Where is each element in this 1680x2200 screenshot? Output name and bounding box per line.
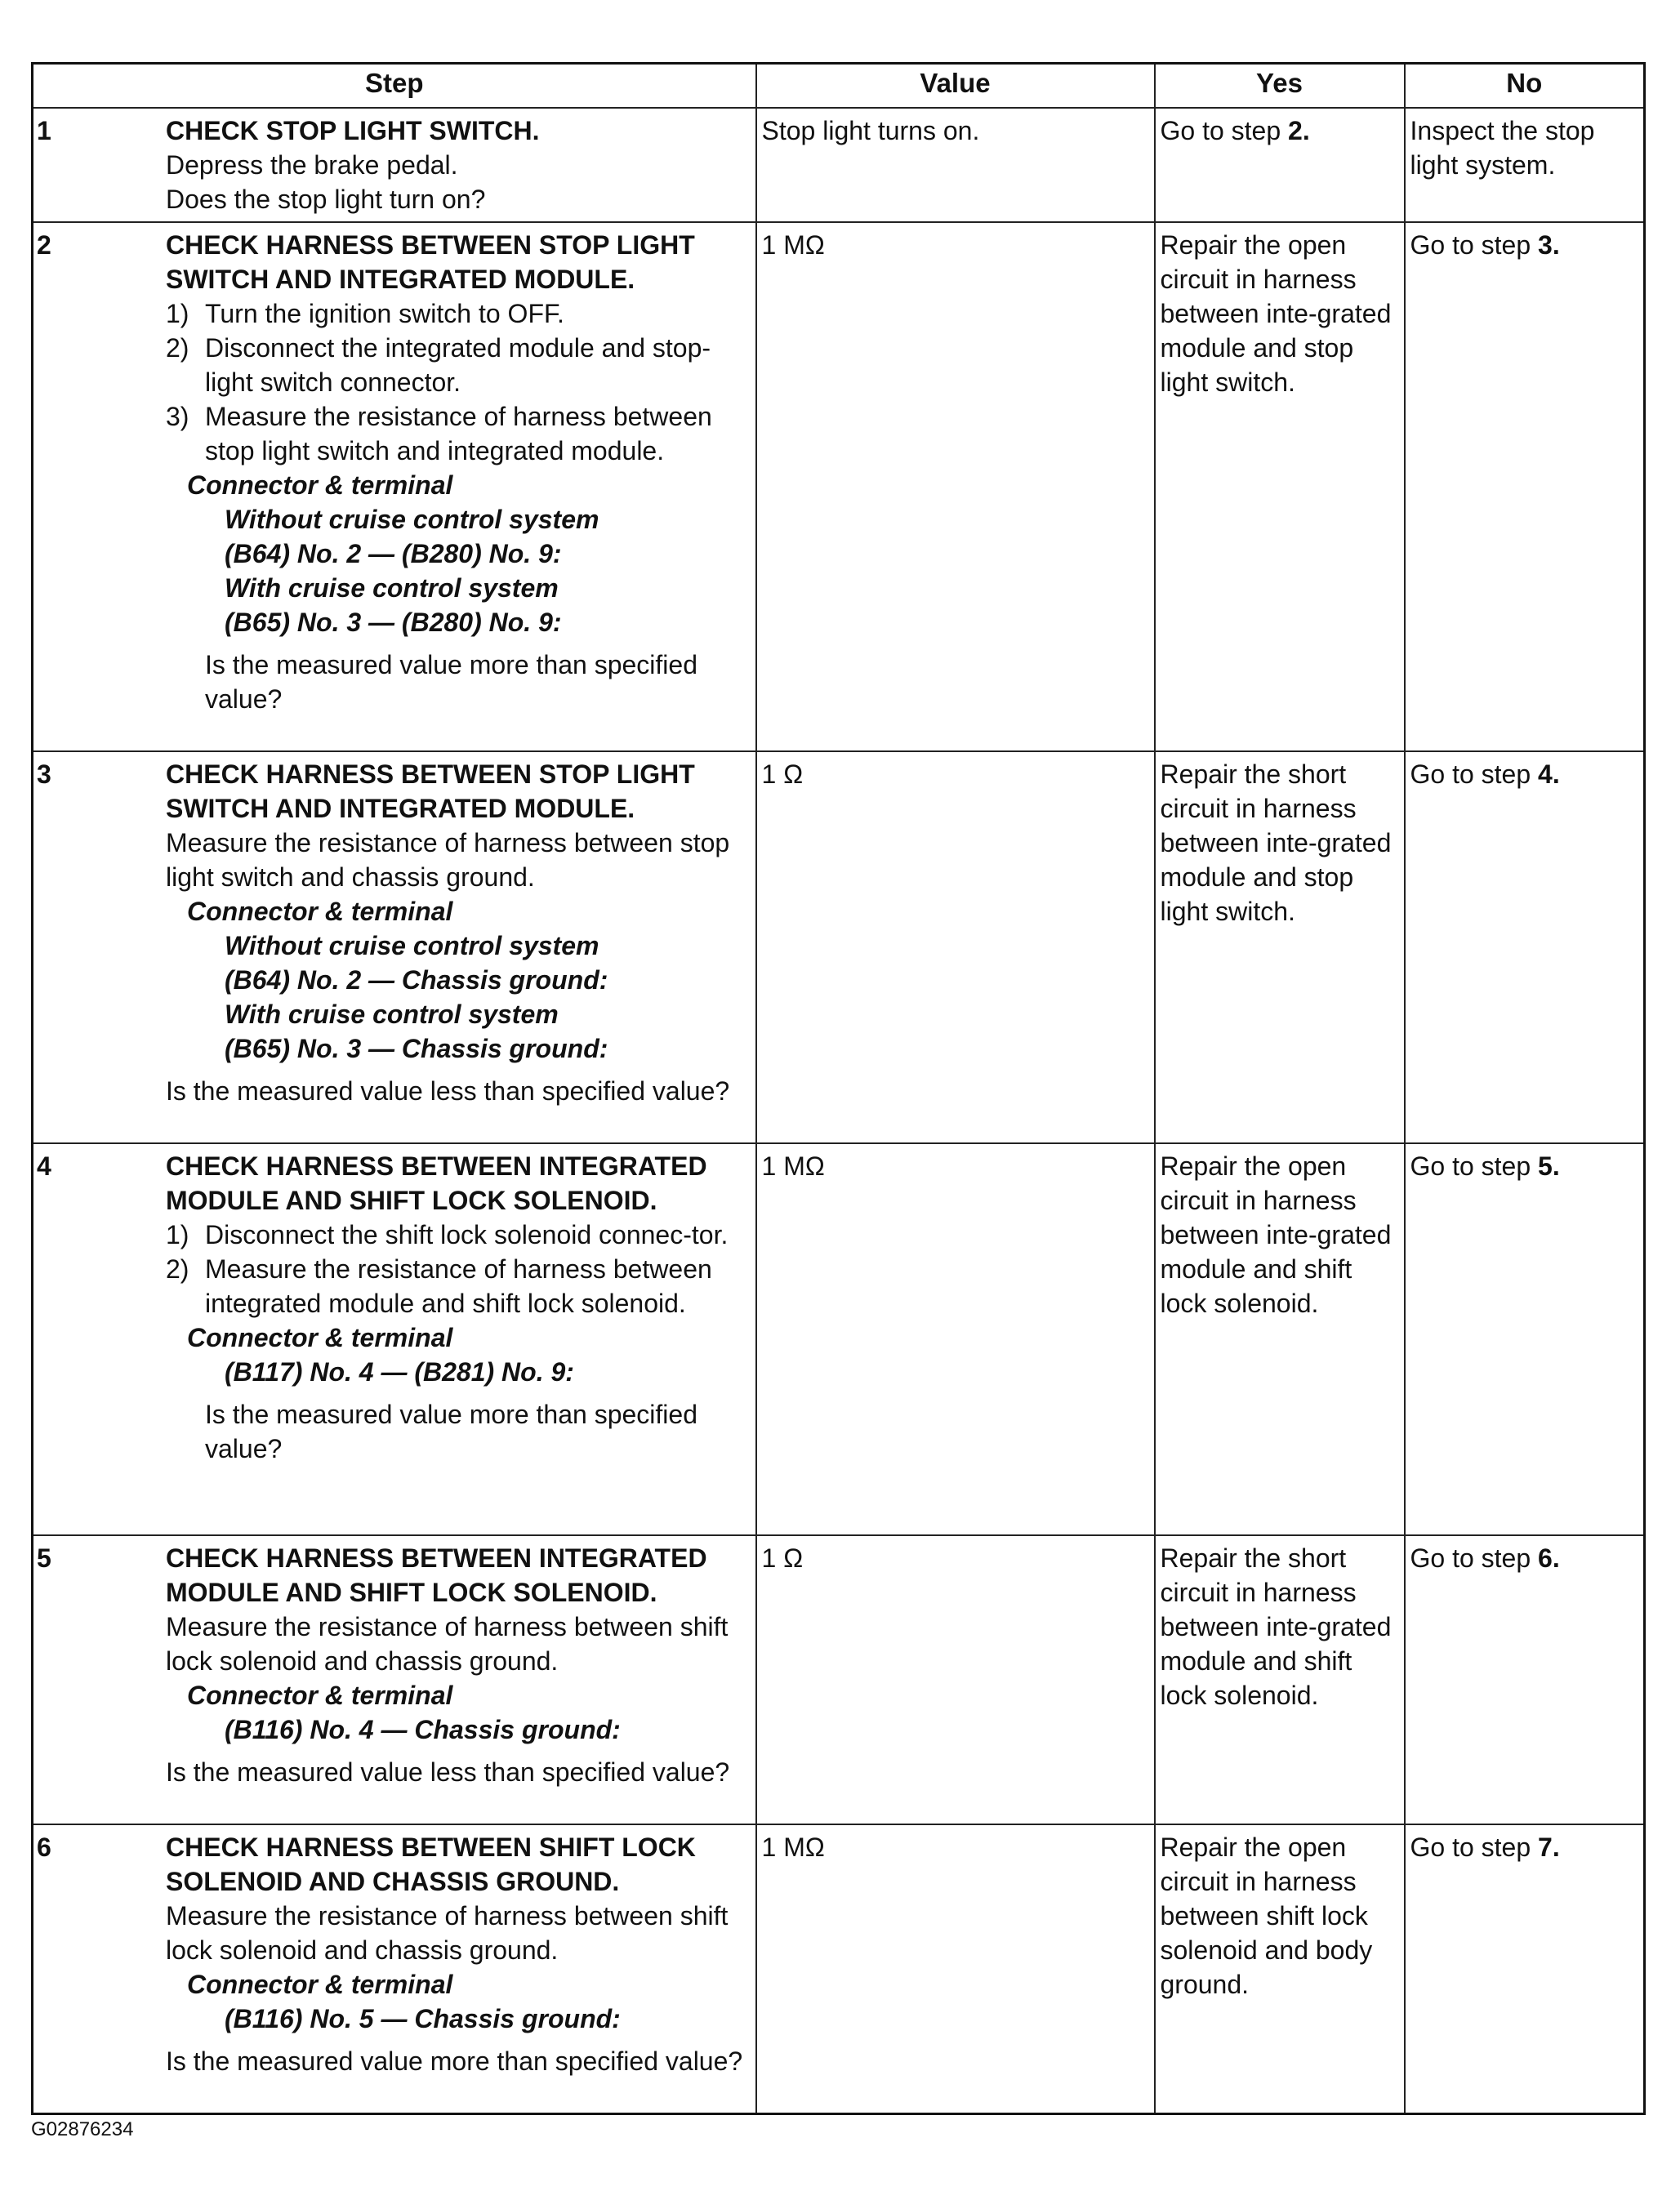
step-title: CHECK STOP LIGHT SWITCH.: [166, 116, 540, 145]
step-instruction: Depress the brake pedal.: [166, 150, 458, 180]
yes-cell: Repair the open circuit in harness between shift lock solenoid and body ground.: [1155, 1824, 1405, 2113]
no-step: 7.: [1538, 1833, 1560, 1862]
step-cell: [33, 1824, 756, 2113]
table-row: [33, 1143, 1645, 1535]
connector-spec: Without cruise control system: [225, 931, 599, 960]
value-cell: 1 MΩ: [756, 1143, 1155, 1535]
substep-number: 1): [166, 1220, 189, 1249]
connector-terminal-label: Connector & terminal: [187, 1681, 453, 1710]
step-cell: [33, 222, 756, 751]
step-title: CHECK HARNESS BETWEEN INTEGRATED MODULE AND SHIFT LOCK SOLENOID.: [166, 1151, 707, 1215]
connector-spec: (B65) No. 3 — (B280) No. 9:: [225, 608, 562, 637]
no-step: 4.: [1538, 759, 1560, 789]
yes-cell: Repair the short circuit in harness between inte-grated module and stop light switch.: [1155, 751, 1405, 1143]
diagnostic-table: [31, 62, 1646, 2115]
yes-text: Go to step: [1160, 116, 1289, 145]
value-cell: 1 Ω: [756, 1535, 1155, 1824]
substep: [166, 331, 749, 399]
connector-spec: (B116) No. 5 — Chassis ground:: [225, 2004, 621, 2033]
step-instruction: Measure the resistance of harness between shift lock solenoid and chassis ground.: [166, 1612, 729, 1676]
substep-number: 2): [166, 1254, 189, 1284]
step-question: Is the measured value more than specified value?: [205, 1400, 697, 1463]
no-step: 5.: [1538, 1151, 1560, 1181]
table-row: [33, 222, 1645, 751]
no-text: Go to step: [1410, 1151, 1539, 1181]
connector-spec: Without cruise control system: [225, 505, 599, 534]
value-cell: 1 Ω: [756, 751, 1155, 1143]
connector-terminal-label: Connector & terminal: [187, 1970, 453, 1999]
no-cell: [1405, 1535, 1645, 1824]
substep-text: Measure the resistance of harness between integrated module and shift lock solenoid.: [205, 1254, 712, 1318]
substep-text: Disconnect the shift lock solenoid connec-tor.: [205, 1220, 729, 1249]
no-text: Go to step: [1410, 1543, 1539, 1573]
yes-cell: Repair the open circuit in harness between inte-grated module and shift lock solenoid.: [1155, 1143, 1405, 1535]
table-row: [33, 1535, 1645, 1824]
substep-text: Measure the resistance of harness between stop light switch and integrated module.: [205, 402, 712, 465]
connector-terminal-label: Connector & terminal: [187, 897, 453, 926]
step-question: Is the measured value more than specified value?: [205, 650, 697, 714]
yes-cell: Repair the short circuit in harness between inte-grated module and shift lock solenoid.: [1155, 1535, 1405, 1824]
connector-terminal-label: Connector & terminal: [187, 1323, 453, 1352]
step-number: 3: [37, 759, 51, 789]
yes-cell: Repair the open circuit in harness between inte-grated module and stop light switch.: [1155, 222, 1405, 751]
no-cell: [1405, 1143, 1645, 1535]
step-title: CHECK HARNESS BETWEEN INTEGRATED MODULE AND SHIFT LOCK SOLENOID.: [166, 1543, 707, 1607]
no-cell: [1405, 222, 1645, 751]
substep: [166, 399, 749, 468]
substep-text: Turn the ignition switch to OFF.: [205, 299, 564, 328]
header-value: Value: [756, 64, 1155, 109]
table-header-row: [33, 64, 1645, 109]
step-question: Is the measured value less than specified value?: [166, 1076, 730, 1106]
step-question: Is the measured value less than specified value?: [166, 1757, 730, 1787]
connector-spec: With cruise control system: [225, 573, 559, 603]
step-title: CHECK HARNESS BETWEEN STOP LIGHT SWITCH AND INTEGRATED MODULE.: [166, 230, 695, 294]
connector-spec: (B116) No. 4 — Chassis ground:: [225, 1715, 621, 1744]
substep-number: 1): [166, 299, 189, 328]
step-instruction: Measure the resistance of harness between stop light switch and chassis ground.: [166, 828, 730, 892]
step-cell: [33, 751, 756, 1143]
no-cell: [1405, 751, 1645, 1143]
no-cell: [1405, 1824, 1645, 2113]
connector-spec: (B65) No. 3 — Chassis ground:: [225, 1034, 608, 1063]
no-step: 3.: [1538, 230, 1560, 260]
step-cell: [33, 1143, 756, 1535]
step-number: 4: [37, 1151, 51, 1181]
step-title: CHECK HARNESS BETWEEN STOP LIGHT SWITCH AND INTEGRATED MODULE.: [166, 759, 695, 823]
table-row: [33, 1824, 1645, 2113]
step-instruction: Measure the resistance of harness between shift lock solenoid and chassis ground.: [166, 1901, 729, 1965]
no-cell: Inspect the stop light system.: [1405, 108, 1645, 222]
connector-spec: (B64) No. 2 — (B280) No. 9:: [225, 539, 562, 568]
no-step: 6.: [1538, 1543, 1560, 1573]
step-number: 5: [37, 1543, 51, 1573]
header-no: No: [1405, 64, 1645, 109]
step-number: 6: [37, 1833, 51, 1862]
no-text: Go to step: [1410, 230, 1539, 260]
substep-number: 2): [166, 333, 189, 363]
table-row: [33, 751, 1645, 1143]
step-cell: [33, 1535, 756, 1824]
step-question: Is the measured value more than specified value?: [166, 2046, 743, 2076]
header-yes: Yes: [1155, 64, 1405, 109]
step-title: CHECK HARNESS BETWEEN SHIFT LOCK SOLENOID AND CHASSIS GROUND.: [166, 1833, 696, 1896]
step-cell: [33, 108, 756, 222]
value-cell: Stop light turns on.: [756, 108, 1155, 222]
substep-number: 3): [166, 402, 189, 431]
connector-spec: With cruise control system: [225, 1000, 559, 1029]
step-number: 1: [37, 116, 51, 145]
value-cell: 1 MΩ: [756, 1824, 1155, 2113]
substep: [166, 1252, 749, 1320]
substep-text: Disconnect the integrated module and stop-light switch connector.: [205, 333, 711, 397]
step-number: 2: [37, 230, 51, 260]
value-cell: 1 MΩ: [756, 222, 1155, 751]
header-step: Step: [33, 64, 756, 109]
connector-spec: (B117) No. 4 — (B281) No. 9:: [225, 1357, 574, 1387]
step-question: Does the stop light turn on?: [166, 185, 486, 214]
substep: [166, 1218, 749, 1252]
no-text: Go to step: [1410, 1833, 1539, 1862]
yes-cell: [1155, 108, 1405, 222]
substep: [166, 296, 749, 331]
connector-terminal-label: Connector & terminal: [187, 470, 453, 500]
table-row: [33, 108, 1645, 222]
connector-spec: (B64) No. 2 — Chassis ground:: [225, 965, 608, 995]
figure-id: G02876234: [31, 2118, 134, 2140]
yes-step: 2.: [1288, 116, 1310, 145]
no-text: Go to step: [1410, 759, 1539, 789]
